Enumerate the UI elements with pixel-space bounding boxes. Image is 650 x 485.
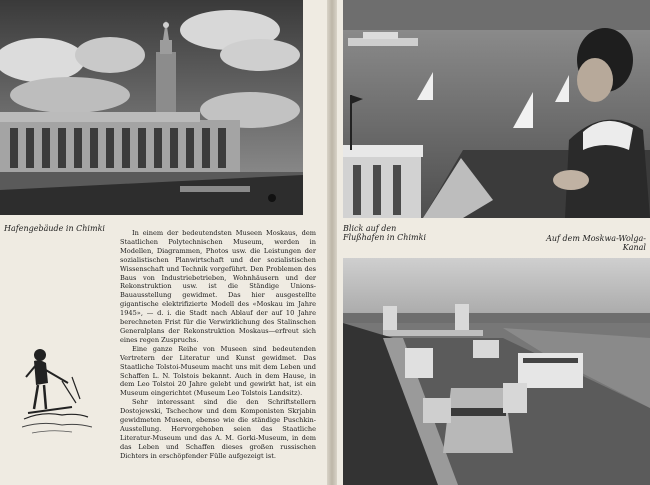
caption-river-port: Blick auf den Flußhafen in Chimki: [343, 224, 426, 242]
paragraph-tolstoi-museum: Eine ganze Reihe von Museen sind bedeutenden Vertretern der Literatur und Kunst gewidmet. Das Staatliche Tolstoi-Museum macht uns mit dem Leben und Schaffen L. N. Tolstois bekannt. Auch in dem Hause, in dem Leo Tolstoi 20 Jahre gelebt und gewirkt hat, ist ein Museum eingerichtet (Museum Leo Tolstois Landsitz).: [120, 344, 316, 398]
photo-chimki-river-port: [343, 0, 650, 218]
caption-canal: Auf dem Moskwa-Wolga-Kanal: [546, 234, 646, 252]
water-skier-illustration-icon: [22, 343, 92, 435]
caption-port-building: Hafengebäude in Chimki: [4, 224, 105, 233]
book-gutter: [327, 0, 337, 485]
photo-moskwa-wolga-canal: [343, 258, 650, 485]
paragraph-writers-museums: Sehr interessant sind die den Schriftstellern Dostojewski, Tschechow und dem Komponisten Skrjabin gewidmeten Museen, ebenso wie die ständige Puschkin-Ausstellung. Hervorgehoben seien das Staatliche Literatur-Museum und das A. M. Gorki-Museum, in dem das Leben und Schaffen dieses großen russischen Dichters in erschöpfender Fülle aufgezeigt ist.: [120, 398, 316, 460]
article-body: [120, 229, 316, 461]
photo-chimki-port-building: [0, 0, 303, 215]
paragraph-polytechnic-museum: In einem der bedeutendsten Museen Moskaus, dem Staatlichen Polytechnischen Museum, werden in Modellen, Diagrammen, Photos usw. die Leistungen der sozialistischen Planwirtschaft und der sozialistischen Wissenschaft und Technik vorgeführt. Den Problemen des Baus von Industriebetrieben, Wohnhäusern und der Rekonstruktion usw. ist die Ständige Unions-Bauausstellung gewidmet. Das hier ausgestellte gigantische elektrifizierte Modell des «Moskau im Jahre 1945», — d. i. die Stadt nach Ablauf der auf 10 Jahre berechneten Frist für die Verwirklichung des Stalinschen Generalplans der Rekonstruktion Moskaus—erfreut sich eines regen Zuspruchs.: [120, 229, 316, 344]
